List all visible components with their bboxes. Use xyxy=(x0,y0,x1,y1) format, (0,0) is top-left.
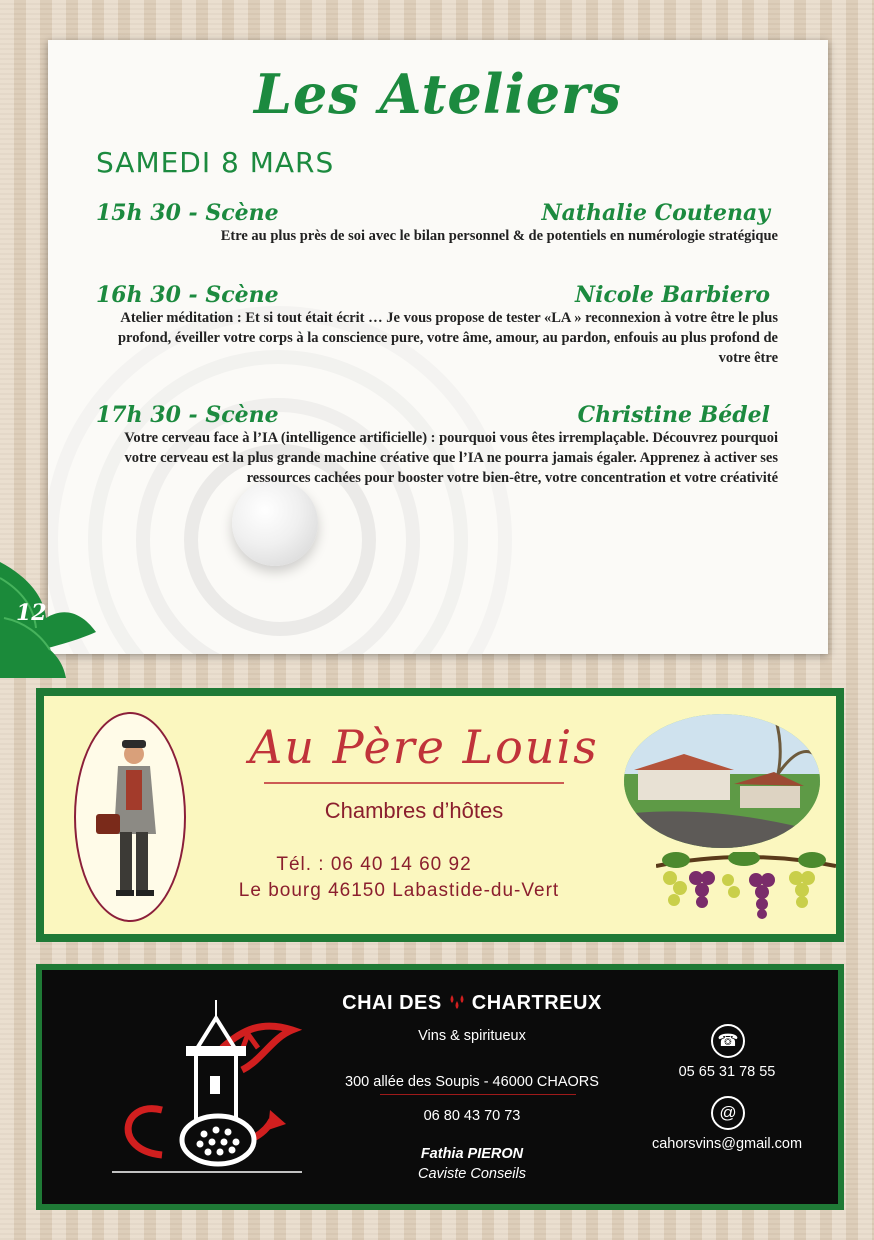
shop-tagline: Vins & spiritueux xyxy=(418,1028,526,1044)
shop-email: cahorsvins@gmail.com xyxy=(651,1136,803,1152)
guesthouse-address: Le bourg 46150 Labastide-du-Vert xyxy=(238,880,560,901)
phone-icon: ☎ xyxy=(711,1024,745,1058)
shop-mobile: 06 80 43 70 73 xyxy=(423,1108,521,1124)
page-number: 12 xyxy=(16,600,47,626)
divider xyxy=(264,782,564,784)
slot-time: 17h 30 - Scène xyxy=(96,402,279,428)
shop-name xyxy=(322,992,622,1015)
workshop-slot xyxy=(96,282,778,392)
ad-pere-louis xyxy=(36,688,844,942)
slot-speaker: Nathalie Coutenay xyxy=(541,200,770,226)
shop-name-part2: CHARTREUX xyxy=(471,992,602,1014)
shop-phone: 05 65 31 78 55 xyxy=(678,1064,776,1080)
house-photo xyxy=(624,714,820,848)
slot-time: 15h 30 - Scène xyxy=(96,200,279,226)
contact-person-name: Fathia PIERON xyxy=(420,1146,524,1162)
workshops-card xyxy=(48,40,828,654)
old-man-illustration xyxy=(74,712,186,922)
divider xyxy=(380,1094,576,1095)
ad-chai-des-chartreux xyxy=(36,964,844,1210)
ad-chai-panel xyxy=(42,970,838,1204)
guesthouse-subtitle: Chambres d’hôtes xyxy=(324,798,504,823)
email-icon: @ xyxy=(711,1096,745,1130)
slot-speaker: Christine Bédel xyxy=(577,402,770,428)
grapes-icon xyxy=(656,852,836,930)
slot-speaker: Nicole Barbiero xyxy=(575,282,770,308)
tower-devil-logo-icon xyxy=(72,990,312,1190)
event-date: SAMEDI 8 MARS xyxy=(96,146,335,179)
shop-address: 300 allée des Soupis - 46000 CHAORS xyxy=(345,1074,599,1090)
slot-time: 16h 30 - Scène xyxy=(96,282,279,308)
slot-description: Votre cerveau face à l’IA (intelligence artificielle) : pourquoi vous êtes irremplaçable. Découvrez pourquoi votre cerveau est la plus grande machine créative que l’IA ne pourra jamais égaler. Apprenez à activer ses ressources cachées pour booster votre bien-être, votre concentration et votre créativité xyxy=(124,430,778,486)
workshop-slot xyxy=(96,200,778,260)
slot-description: Etre au plus près de soi avec le bilan personnel & de potentiels en numérologie stratégique xyxy=(220,228,778,244)
slot-description: Atelier méditation : Et si tout était écrit … Je vous propose de tester «LA » reconnexion à votre être le plus profond, éveiller votre corps à la conscience pure, votre âme, amour, au pardon, enfouis au plus profond de votre être xyxy=(117,310,778,366)
workshop-slot xyxy=(96,402,778,522)
lotus-leaf-icon xyxy=(0,558,100,678)
ad-pere-louis-panel xyxy=(44,696,836,934)
contact-person-role: Caviste Conseils xyxy=(418,1166,526,1182)
guesthouse-phone: Tél. : 06 40 14 60 92 xyxy=(276,854,472,875)
page-title: Les Ateliers xyxy=(253,62,622,126)
wine-drops-icon xyxy=(446,993,468,1011)
man-with-suitcase-icon xyxy=(76,714,184,920)
guesthouse-name: Au Père Louis xyxy=(249,720,599,774)
shop-name-part1: CHAI DES xyxy=(342,992,442,1014)
